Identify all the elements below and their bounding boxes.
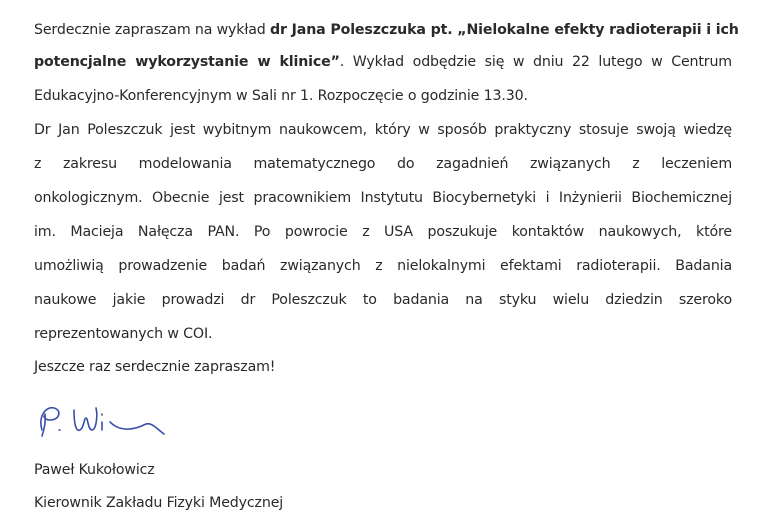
lecture-date-text: . Wykład odbędzie się w dniu 22 lutego w Centrum <box>339 54 732 70</box>
paragraph-2-line-7: reprezentowanych w COI. <box>34 326 213 342</box>
paragraph-2-line-5: umożliwią prowadzenie badań związanych z nielokalnymi efektami radioterapii. Badania <box>34 258 732 274</box>
closing-line: Jeszcze raz serdecznie zapraszam! <box>34 359 276 375</box>
paragraph-2-line-6: naukowe jakie prowadzi dr Poleszczuk to badania na styku wielu dziedzin szeroko <box>34 292 732 308</box>
handwritten-signature <box>34 400 184 448</box>
paragraph-2-line-2: z zakresu modelowania matematycznego do zagadnień związanych z leczeniem <box>34 156 732 172</box>
lecture-title-part-1: dr Jana Poleszczuka pt. „Nielokalne efekty radioterapii i ich <box>270 22 739 38</box>
paragraph-2-line-1: Dr Jan Poleszczuk jest wybitnym naukowcem, który w sposób praktyczny stosuje swoją wiedzę <box>34 122 732 138</box>
paragraph-1-line-2 <box>34 52 732 72</box>
paragraph-2-line-3: onkologicznym. Obecnie jest pracownikiem Instytutu Biocybernetyki i Inżynierii Biochemicznej <box>34 190 732 206</box>
paragraph-2-line-4: im. Macieja Nałęcza PAN. Po powrocie z USA poszukuje kontaktów naukowych, które <box>34 224 732 240</box>
lecture-title-part-2: potencjalne wykorzystanie w klinice” <box>34 54 340 70</box>
signer-title: Kierownik Zakładu Fizyki Medycznej <box>34 495 284 511</box>
paragraph-1-line-1 <box>34 20 739 40</box>
invitation-text: Serdecznie zapraszam na wykład <box>34 22 271 38</box>
paragraph-1-line-3: Edukacyjno-Konferencyjnym w Sali nr 1. Rozpoczęcie o godzinie 13.30. <box>34 88 528 104</box>
signer-name: Paweł Kukołowicz <box>34 462 155 478</box>
